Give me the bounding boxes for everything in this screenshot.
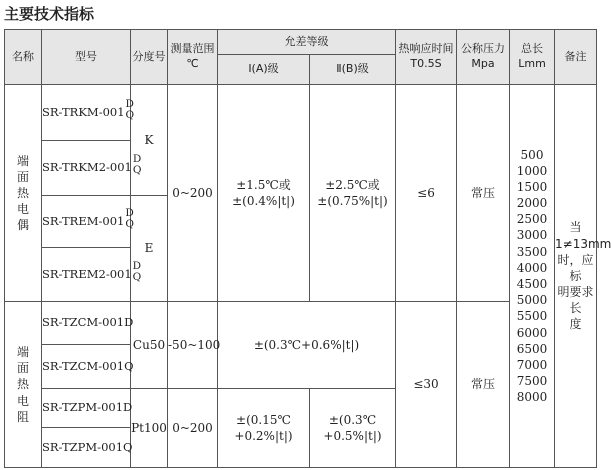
header-name: 名称 xyxy=(5,30,42,85)
variant-top: D xyxy=(125,97,134,110)
name-char: 偶 xyxy=(16,218,29,233)
name-char: 面 xyxy=(16,361,29,376)
tolerance-class2-pt100: ±(0.3℃+0.5%|t|) xyxy=(310,389,396,468)
range-thermocouple: 0~200 xyxy=(168,85,218,302)
model-cell: SR-TZPM-001Q xyxy=(42,428,131,468)
length-value: 7000 xyxy=(516,357,548,372)
variant-bottom: Q xyxy=(132,164,142,176)
header-range-label: 测量范围 xyxy=(170,42,215,56)
header-graduation: 分度号 xyxy=(131,30,168,85)
remark-line: 1≠13mm xyxy=(555,236,611,251)
range-cu50: -50~100 xyxy=(168,302,218,389)
name-char: 阻 xyxy=(16,409,29,424)
variant-top: D xyxy=(125,206,134,219)
response-thermocouple: ≤6 xyxy=(396,85,457,302)
name-char: 电 xyxy=(16,202,29,217)
length-value: 5500 xyxy=(516,309,548,324)
graduation-pt100: Pt100 xyxy=(131,389,168,468)
tolerance-class1-pt100: ±(0.15℃+0.2%|t|) xyxy=(218,389,310,468)
pressure-thermocouple: 常压 xyxy=(457,85,510,302)
header-range-unit: ℃ xyxy=(186,57,199,70)
remark-line: 当 xyxy=(569,220,582,235)
header-length xyxy=(510,30,555,85)
header-model: 型号 xyxy=(42,30,131,85)
name-char: 热 xyxy=(16,377,29,392)
length-value: 1000 xyxy=(516,163,548,178)
header-remark: 备注 xyxy=(555,30,597,85)
model-variant xyxy=(126,99,135,121)
model-code: SR-TREM-001 xyxy=(42,213,125,228)
tolerance-line: ±2.5℃或 xyxy=(325,177,380,192)
length-value: 4500 xyxy=(516,277,548,291)
graduation-k: K xyxy=(131,85,168,196)
section-heading: 主要技术指标 xyxy=(4,5,95,23)
header-pressure-unit: Mpa xyxy=(471,57,495,70)
model-cell: SR-TZCM-001D xyxy=(42,302,131,345)
name-char: 面 xyxy=(16,169,29,184)
name-char: 电 xyxy=(16,393,29,408)
length-value: 6000 xyxy=(516,325,548,340)
model-cell: SR-TZCM-001Q xyxy=(42,345,131,389)
length-value: 1500 xyxy=(516,179,548,194)
model-variant xyxy=(133,154,142,176)
group-name-resistance xyxy=(5,302,42,468)
length-value: 500 xyxy=(520,147,544,162)
length-value: 3500 xyxy=(516,244,548,259)
header-response-label: 热响应时间 xyxy=(398,42,454,56)
header-range xyxy=(168,30,218,85)
group-name-thermocouple xyxy=(5,85,42,302)
response-resistance: ≤30 xyxy=(396,302,457,468)
header-pressure xyxy=(457,30,510,85)
variant-bottom: Q xyxy=(125,108,135,121)
name-char: 端 xyxy=(16,345,29,360)
model-cell: SR-TZPM-001D xyxy=(42,389,131,428)
model-variant xyxy=(125,208,134,230)
model-variant xyxy=(133,261,142,283)
tolerance-class1-thermocouple xyxy=(218,85,310,302)
tolerance-line: ±(0.75%|t|) xyxy=(317,194,388,208)
model-code: SR-TREM2-001 xyxy=(42,266,132,281)
header-class1: Ⅰ(A)级 xyxy=(218,55,310,85)
model-cell xyxy=(42,196,134,248)
length-value: 8000 xyxy=(516,390,548,405)
length-value: 2500 xyxy=(516,212,548,227)
model-cell xyxy=(42,248,142,302)
model-cell xyxy=(42,85,135,141)
graduation-e: E xyxy=(131,196,168,302)
header-response xyxy=(396,30,457,85)
pressure-resistance: 常压 xyxy=(457,302,510,468)
length-value: 3000 xyxy=(516,228,548,243)
remark-note xyxy=(555,85,611,468)
length-value: 6500 xyxy=(516,341,548,356)
model-cell xyxy=(42,141,142,196)
range-pt100: 0~200 xyxy=(168,389,218,468)
header-class2: Ⅱ(B)级 xyxy=(310,55,396,85)
graduation-cu50: Cu50 xyxy=(131,302,168,389)
tolerance-class2-thermocouple xyxy=(310,85,396,302)
length-value: 4000 xyxy=(516,260,548,275)
model-code: SR-TRKM-001 xyxy=(42,104,125,119)
length-list xyxy=(510,85,555,468)
header-response-unit: T0.5S xyxy=(410,57,442,70)
variant-top: D xyxy=(132,153,142,165)
tolerance-line: ±(0.4%|t|) xyxy=(232,194,295,208)
model-code: SR-TRKM2-001 xyxy=(42,160,132,174)
name-char: 热 xyxy=(16,185,29,200)
remark-line: 明要求长 xyxy=(557,285,594,316)
variant-bottom: Q xyxy=(125,217,134,230)
remark-line: 时，应标 xyxy=(557,252,594,283)
variant-bottom: Q xyxy=(132,270,142,283)
tolerance-cu50: ±(0.3℃+0.6%|t|) xyxy=(218,302,396,389)
header-tolerance: 允差等级 xyxy=(218,30,396,55)
length-value: 5000 xyxy=(516,293,548,308)
name-char: 端 xyxy=(16,153,29,168)
header-pressure-label: 公称压力 xyxy=(461,42,505,56)
header-length-label: 总长 xyxy=(521,42,543,56)
tolerance-line: ±1.5℃或 xyxy=(236,177,291,192)
header-length-unit: Lmm xyxy=(518,57,546,70)
length-value: 7500 xyxy=(516,374,548,389)
remark-line: 度 xyxy=(569,317,582,332)
length-value: 2000 xyxy=(516,196,548,211)
spec-table xyxy=(4,29,611,468)
variant-top: D xyxy=(132,259,142,272)
